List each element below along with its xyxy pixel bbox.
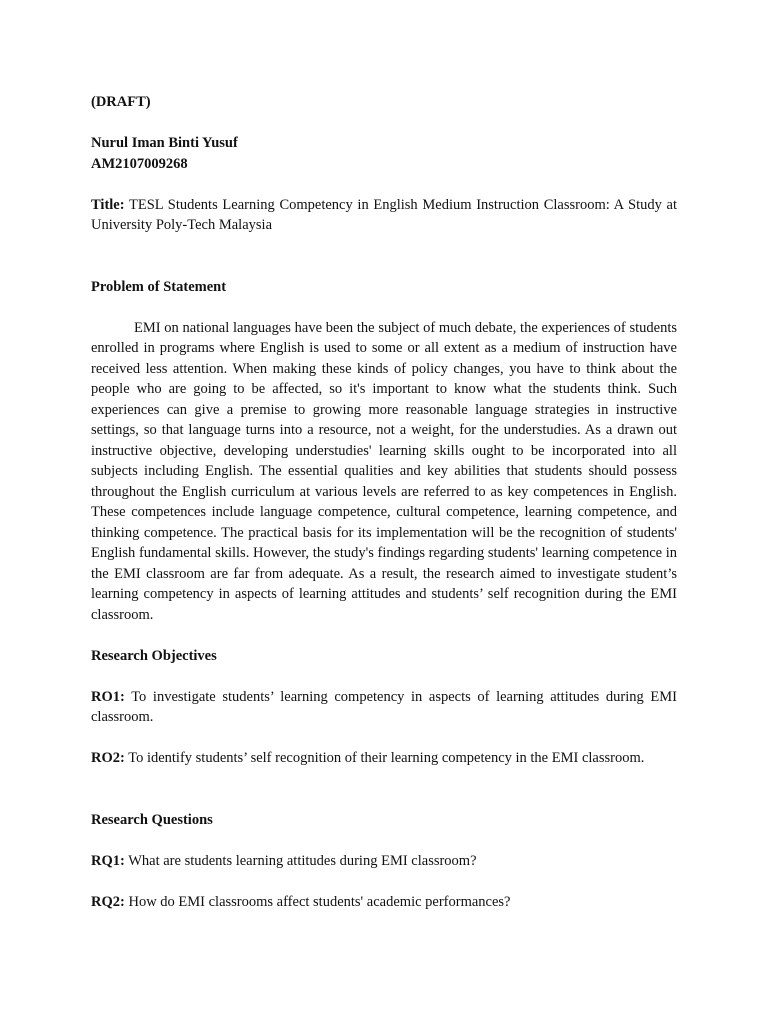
ro2-text: To identify students’ self recognition of their learning competency in the EMI classroom. [128, 750, 645, 766]
problem-heading: Problem of Statement [91, 278, 227, 295]
question-rq2 [91, 892, 677, 913]
questions-heading: Research Questions [91, 811, 213, 828]
ro1-label: RO1: [91, 688, 125, 705]
rq2-label: RQ2: [91, 893, 125, 910]
draft-marker: (DRAFT) [91, 94, 151, 110]
rq1-text: What are students learning attitudes during EMI classroom? [128, 852, 477, 869]
title-label: Title: [91, 196, 125, 213]
rq2-text: How do EMI classrooms affect students' academic performances? [128, 893, 511, 910]
objectives-heading: Research Objectives [91, 647, 217, 664]
document-page [91, 92, 677, 912]
author-name: Nurul Iman Binti Yusuf [91, 135, 238, 151]
ro1-text: To investigate students’ learning competency in aspects of learning attitudes during EMI classroom. [91, 688, 677, 725]
objective-ro2 [91, 748, 677, 769]
ro2-label: RO2: [91, 750, 125, 766]
problem-body: EMI on national languages have been the subject of much debate, the experiences of students enrolled in programs where English is used to some or all extent as a medium of instruction have received less attention. When making these kinds of policy changes, you have to think about the people who are going to be affected, so it's important to know what the students think. Such experiences can give a premise to growing more reasonable language strategies in instructive settings, so that language turns into a resource, not a weight, for the understudies. As a drawn out instructive objective, developing understudies' learning skills ought to be incorporated into all subjects including English. The essential qualities and key abilities that students should possess throughout the English curriculum at various levels are referred to as key competences in English. These competences include language competence, cultural competence, learning competence, and thinking competence. The practical basis for its implementation will be the recognition of students' English fundamental skills. However, the study's findings regarding students' learning competence in the EMI classroom are far from adequate. As a result, the research aimed to investigate student’s learning competency in aspects of learning attitudes and students’ self recognition during the EMI classroom. [91, 319, 677, 623]
question-rq1 [91, 851, 677, 872]
title-block [91, 195, 677, 236]
objective-ro1 [91, 687, 677, 728]
author-id: AM2107009268 [91, 155, 188, 172]
title-text: TESL Students Learning Competency in English Medium Instruction Classroom: A Study at University Poly-Tech Malaysia [91, 196, 677, 233]
rq1-label: RQ1: [91, 852, 125, 869]
